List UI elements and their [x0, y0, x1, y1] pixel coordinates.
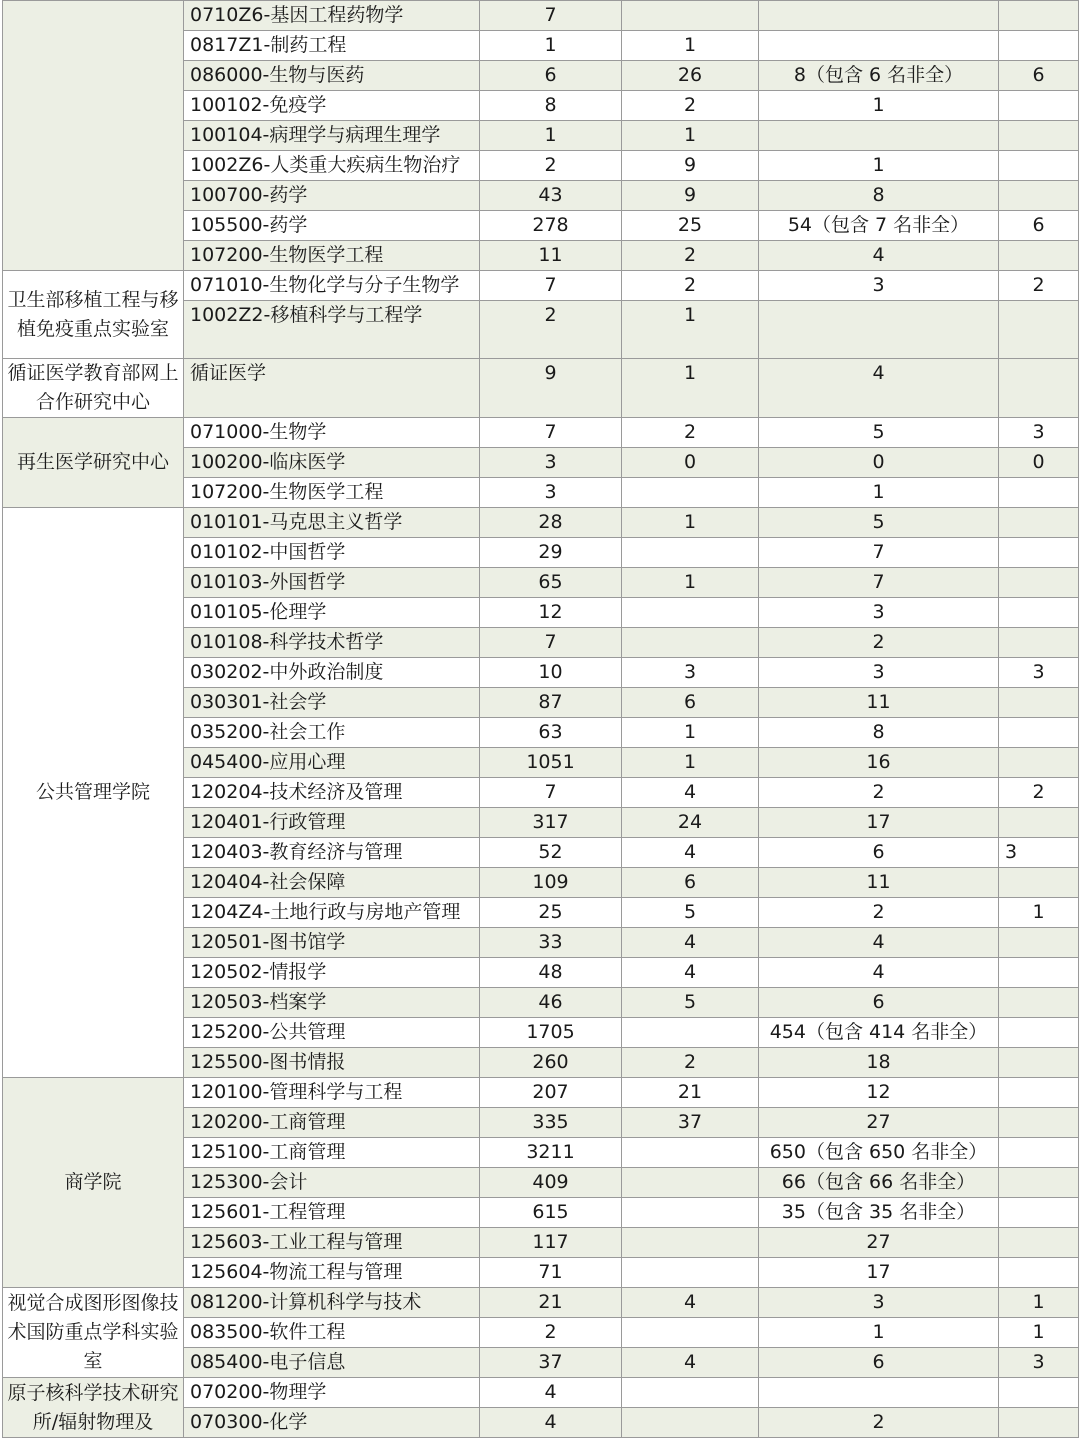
major-cell: 120502-情报学: [184, 958, 480, 988]
value-cell-col5: [999, 808, 1079, 838]
value-cell-col3: [622, 1168, 759, 1198]
value-cell-col3: 1: [622, 359, 759, 418]
value-cell-col4: [759, 1, 999, 31]
major-cell: 107200-生物医学工程: [184, 478, 480, 508]
value-cell-col5: [999, 718, 1079, 748]
value-cell-col5: [999, 988, 1079, 1018]
institute-cell: 循证医学教育部网上合作研究中心: [3, 359, 184, 418]
value-cell-col2: 7: [480, 628, 622, 658]
value-cell-col3: [622, 1, 759, 31]
value-cell-col3: 4: [622, 928, 759, 958]
major-cell: 071010-生物化学与分子生物学: [184, 271, 480, 301]
value-cell-col5: [999, 151, 1079, 181]
value-cell-col5: 3: [999, 418, 1079, 448]
major-cell: 120401-行政管理: [184, 808, 480, 838]
value-cell-col5: [999, 1078, 1079, 1108]
value-cell-col2: 87: [480, 688, 622, 718]
value-cell-col4: 1: [759, 1318, 999, 1348]
value-cell-col2: 278: [480, 211, 622, 241]
value-cell-col2: 4: [480, 1408, 622, 1438]
value-cell-col2: 3: [480, 478, 622, 508]
value-cell-col4: 8: [759, 181, 999, 211]
major-cell: 010108-科学技术哲学: [184, 628, 480, 658]
value-cell-col5: [999, 688, 1079, 718]
value-cell-col2: 33: [480, 928, 622, 958]
value-cell-col3: 5: [622, 988, 759, 1018]
value-cell-col5: [999, 1378, 1079, 1408]
value-cell-col5: [999, 1108, 1079, 1138]
value-cell-col2: 2: [480, 1318, 622, 1348]
value-cell-col4: 66（包含 66 名非全）: [759, 1168, 999, 1198]
table-row: [3, 1378, 1079, 1408]
table-row: [3, 271, 1079, 301]
value-cell-col4: 17: [759, 1258, 999, 1288]
value-cell-col2: 71: [480, 1258, 622, 1288]
value-cell-col5: 6: [999, 61, 1079, 91]
value-cell-col3: 1: [622, 718, 759, 748]
value-cell-col3: 2: [622, 241, 759, 271]
value-cell-col2: 10: [480, 658, 622, 688]
value-cell-col4: 2: [759, 898, 999, 928]
major-cell: 125100-工商管理: [184, 1138, 480, 1168]
value-cell-col4: 5: [759, 508, 999, 538]
institute-cell: 卫生部移植工程与移植免疫重点实验室: [3, 271, 184, 359]
value-cell-col5: [999, 568, 1079, 598]
value-cell-col5: [999, 359, 1079, 418]
value-cell-col3: 26: [622, 61, 759, 91]
value-cell-col5: [999, 1048, 1079, 1078]
value-cell-col3: [622, 628, 759, 658]
major-cell: 125500-图书情报: [184, 1048, 480, 1078]
value-cell-col4: 12: [759, 1078, 999, 1108]
value-cell-col5: [999, 181, 1079, 211]
value-cell-col5: [999, 478, 1079, 508]
institute-cell: 原子核科学技术研究所/辐射物理及: [3, 1378, 184, 1438]
value-cell-col4: 0: [759, 448, 999, 478]
value-cell-col2: 7: [480, 418, 622, 448]
value-cell-col5: 0: [999, 448, 1079, 478]
value-cell-col2: 2: [480, 301, 622, 359]
value-cell-col2: 3211: [480, 1138, 622, 1168]
value-cell-col3: 4: [622, 778, 759, 808]
value-cell-col4: 27: [759, 1228, 999, 1258]
value-cell-col4: 3: [759, 598, 999, 628]
major-cell: 045400-应用心理: [184, 748, 480, 778]
institute-cell: [3, 1, 184, 271]
major-cell: 120403-教育经济与管理: [184, 838, 480, 868]
value-cell-col2: 28: [480, 508, 622, 538]
major-cell: 070200-物理学: [184, 1378, 480, 1408]
value-cell-col3: [622, 1198, 759, 1228]
value-cell-col2: 9: [480, 359, 622, 418]
value-cell-col4: 2: [759, 778, 999, 808]
table-row: [3, 359, 1079, 418]
value-cell-col2: 3: [480, 448, 622, 478]
value-cell-col3: 9: [622, 151, 759, 181]
institute-cell: 视觉合成图形图像技术国防重点学科实验室: [3, 1288, 184, 1378]
value-cell-col4: [759, 301, 999, 359]
value-cell-col2: 11: [480, 241, 622, 271]
value-cell-col5: [999, 928, 1079, 958]
major-cell: 1002Z2-移植科学与工程学: [184, 301, 480, 359]
major-cell: 010102-中国哲学: [184, 538, 480, 568]
value-cell-col3: 2: [622, 1048, 759, 1078]
value-cell-col4: 1: [759, 151, 999, 181]
value-cell-col3: 2: [622, 271, 759, 301]
value-cell-col3: 2: [622, 418, 759, 448]
value-cell-col5: [999, 1258, 1079, 1288]
value-cell-col2: 260: [480, 1048, 622, 1078]
value-cell-col3: [622, 598, 759, 628]
major-cell: 120100-管理科学与工程: [184, 1078, 480, 1108]
value-cell-col4: 3: [759, 271, 999, 301]
value-cell-col5: 1: [999, 898, 1079, 928]
value-cell-col4: 7: [759, 538, 999, 568]
value-cell-col2: 317: [480, 808, 622, 838]
value-cell-col4: 11: [759, 868, 999, 898]
value-cell-col3: [622, 538, 759, 568]
table-row: [3, 1078, 1079, 1108]
value-cell-col4: 454（包含 414 名非全）: [759, 1018, 999, 1048]
value-cell-col2: 48: [480, 958, 622, 988]
value-cell-col2: 1: [480, 121, 622, 151]
table-row: [3, 1288, 1079, 1318]
major-cell: 125601-工程管理: [184, 1198, 480, 1228]
value-cell-col4: 7: [759, 568, 999, 598]
major-cell: 030301-社会学: [184, 688, 480, 718]
value-cell-col2: 12: [480, 598, 622, 628]
admission-table-body: [3, 1, 1079, 1438]
value-cell-col2: 335: [480, 1108, 622, 1138]
value-cell-col4: 35（包含 35 名非全）: [759, 1198, 999, 1228]
value-cell-col3: [622, 1228, 759, 1258]
value-cell-col3: 0: [622, 448, 759, 478]
value-cell-col2: 37: [480, 1348, 622, 1378]
value-cell-col2: 29: [480, 538, 622, 568]
value-cell-col5: 2: [999, 271, 1079, 301]
value-cell-col4: 1: [759, 91, 999, 121]
value-cell-col3: 24: [622, 808, 759, 838]
major-cell: 107200-生物医学工程: [184, 241, 480, 271]
major-cell: 030202-中外政治制度: [184, 658, 480, 688]
table-row: [3, 508, 1079, 538]
value-cell-col3: 2: [622, 91, 759, 121]
value-cell-col5: [999, 748, 1079, 778]
major-cell: 120503-档案学: [184, 988, 480, 1018]
value-cell-col4: 11: [759, 688, 999, 718]
value-cell-col2: 52: [480, 838, 622, 868]
value-cell-col4: 16: [759, 748, 999, 778]
value-cell-col5: [999, 1, 1079, 31]
major-cell: 100104-病理学与病理生理学: [184, 121, 480, 151]
value-cell-col2: 7: [480, 271, 622, 301]
value-cell-col3: [622, 1018, 759, 1048]
value-cell-col2: 8: [480, 91, 622, 121]
value-cell-col4: [759, 1378, 999, 1408]
major-cell: 100700-药学: [184, 181, 480, 211]
value-cell-col4: 5: [759, 418, 999, 448]
value-cell-col2: 43: [480, 181, 622, 211]
major-cell: 120404-社会保障: [184, 868, 480, 898]
value-cell-col4: [759, 121, 999, 151]
major-cell: 125604-物流工程与管理: [184, 1258, 480, 1288]
institute-cell: 公共管理学院: [3, 508, 184, 1078]
value-cell-col5: 2: [999, 778, 1079, 808]
value-cell-col4: 18: [759, 1048, 999, 1078]
value-cell-col4: 2: [759, 628, 999, 658]
major-cell: 100102-免疫学: [184, 91, 480, 121]
major-cell: 125603-工业工程与管理: [184, 1228, 480, 1258]
major-cell: 125200-公共管理: [184, 1018, 480, 1048]
major-cell: 035200-社会工作: [184, 718, 480, 748]
major-cell: 010101-马克思主义哲学: [184, 508, 480, 538]
admission-table: [2, 0, 1079, 1438]
value-cell-col3: 4: [622, 1348, 759, 1378]
major-cell: 085400-电子信息: [184, 1348, 480, 1378]
major-cell: 010105-伦理学: [184, 598, 480, 628]
value-cell-col3: 21: [622, 1078, 759, 1108]
value-cell-col2: 1705: [480, 1018, 622, 1048]
major-cell: 120501-图书馆学: [184, 928, 480, 958]
value-cell-col3: 1: [622, 748, 759, 778]
value-cell-col5: [999, 241, 1079, 271]
major-cell: 120200-工商管理: [184, 1108, 480, 1138]
table-row: [3, 1, 1079, 31]
value-cell-col2: 615: [480, 1198, 622, 1228]
value-cell-col3: 4: [622, 838, 759, 868]
value-cell-col5: [999, 91, 1079, 121]
value-cell-col5: 3: [999, 838, 1079, 868]
value-cell-col4: 8: [759, 718, 999, 748]
major-cell: 循证医学: [184, 359, 480, 418]
value-cell-col5: [999, 628, 1079, 658]
institute-cell: 再生医学研究中心: [3, 418, 184, 508]
value-cell-col3: [622, 1378, 759, 1408]
value-cell-col3: [622, 1408, 759, 1438]
table-row: [3, 418, 1079, 448]
value-cell-col5: [999, 538, 1079, 568]
value-cell-col4: 4: [759, 928, 999, 958]
value-cell-col3: [622, 1318, 759, 1348]
value-cell-col5: [999, 31, 1079, 61]
value-cell-col3: 1: [622, 508, 759, 538]
value-cell-col3: [622, 1138, 759, 1168]
value-cell-col2: 4: [480, 1378, 622, 1408]
major-cell: 100200-临床医学: [184, 448, 480, 478]
major-cell: 0817Z1-制药工程: [184, 31, 480, 61]
major-cell: 086000-生物与医药: [184, 61, 480, 91]
value-cell-col3: 3: [622, 658, 759, 688]
value-cell-col4: 8（包含 6 名非全）: [759, 61, 999, 91]
value-cell-col5: 1: [999, 1318, 1079, 1348]
value-cell-col5: 3: [999, 1348, 1079, 1378]
value-cell-col4: [759, 31, 999, 61]
value-cell-col5: [999, 1018, 1079, 1048]
value-cell-col4: 6: [759, 838, 999, 868]
value-cell-col5: 1: [999, 1288, 1079, 1318]
value-cell-col2: 21: [480, 1288, 622, 1318]
value-cell-col3: 37: [622, 1108, 759, 1138]
major-cell: 125300-会计: [184, 1168, 480, 1198]
value-cell-col4: 4: [759, 359, 999, 418]
value-cell-col2: 63: [480, 718, 622, 748]
value-cell-col4: 6: [759, 1348, 999, 1378]
value-cell-col2: 65: [480, 568, 622, 598]
value-cell-col5: [999, 301, 1079, 359]
value-cell-col3: [622, 1258, 759, 1288]
value-cell-col5: [999, 1228, 1079, 1258]
value-cell-col2: 207: [480, 1078, 622, 1108]
value-cell-col3: 4: [622, 958, 759, 988]
major-cell: 081200-计算机科学与技术: [184, 1288, 480, 1318]
institute-cell: 商学院: [3, 1078, 184, 1288]
major-cell: 070300-化学: [184, 1408, 480, 1438]
major-cell: 071000-生物学: [184, 418, 480, 448]
major-cell: 083500-软件工程: [184, 1318, 480, 1348]
value-cell-col2: 109: [480, 868, 622, 898]
value-cell-col4: 3: [759, 1288, 999, 1318]
value-cell-col3: 1: [622, 568, 759, 598]
value-cell-col5: 3: [999, 658, 1079, 688]
major-cell: 0710Z6-基因工程药物学: [184, 1, 480, 31]
value-cell-col5: [999, 508, 1079, 538]
value-cell-col2: 409: [480, 1168, 622, 1198]
value-cell-col3: 1: [622, 301, 759, 359]
value-cell-col2: 46: [480, 988, 622, 1018]
value-cell-col4: 4: [759, 241, 999, 271]
major-cell: 105500-药学: [184, 211, 480, 241]
value-cell-col2: 25: [480, 898, 622, 928]
value-cell-col5: [999, 121, 1079, 151]
value-cell-col5: [999, 1138, 1079, 1168]
value-cell-col4: 1: [759, 478, 999, 508]
major-cell: 010103-外国哲学: [184, 568, 480, 598]
value-cell-col5: 6: [999, 211, 1079, 241]
value-cell-col4: 6: [759, 988, 999, 1018]
value-cell-col3: [622, 478, 759, 508]
value-cell-col3: 1: [622, 31, 759, 61]
value-cell-col2: 1: [480, 31, 622, 61]
value-cell-col4: 54（包含 7 名非全）: [759, 211, 999, 241]
value-cell-col3: 4: [622, 1288, 759, 1318]
value-cell-col3: 9: [622, 181, 759, 211]
major-cell: 1204Z4-土地行政与房地产管理: [184, 898, 480, 928]
value-cell-col5: [999, 1168, 1079, 1198]
value-cell-col5: [999, 958, 1079, 988]
value-cell-col2: 1051: [480, 748, 622, 778]
value-cell-col5: [999, 868, 1079, 898]
value-cell-col2: 7: [480, 1, 622, 31]
value-cell-col3: 25: [622, 211, 759, 241]
value-cell-col3: 5: [622, 898, 759, 928]
value-cell-col4: 2: [759, 1408, 999, 1438]
major-cell: 1002Z6-人类重大疾病生物治疗: [184, 151, 480, 181]
value-cell-col4: 650（包含 650 名非全）: [759, 1138, 999, 1168]
value-cell-col5: [999, 598, 1079, 628]
value-cell-col5: [999, 1408, 1079, 1438]
value-cell-col4: 4: [759, 958, 999, 988]
value-cell-col3: 6: [622, 868, 759, 898]
value-cell-col2: 117: [480, 1228, 622, 1258]
value-cell-col5: [999, 1198, 1079, 1228]
value-cell-col4: 17: [759, 808, 999, 838]
value-cell-col2: 7: [480, 778, 622, 808]
value-cell-col3: 6: [622, 688, 759, 718]
value-cell-col3: 1: [622, 121, 759, 151]
value-cell-col2: 2: [480, 151, 622, 181]
value-cell-col4: 27: [759, 1108, 999, 1138]
value-cell-col4: 3: [759, 658, 999, 688]
major-cell: 120204-技术经济及管理: [184, 778, 480, 808]
value-cell-col2: 6: [480, 61, 622, 91]
